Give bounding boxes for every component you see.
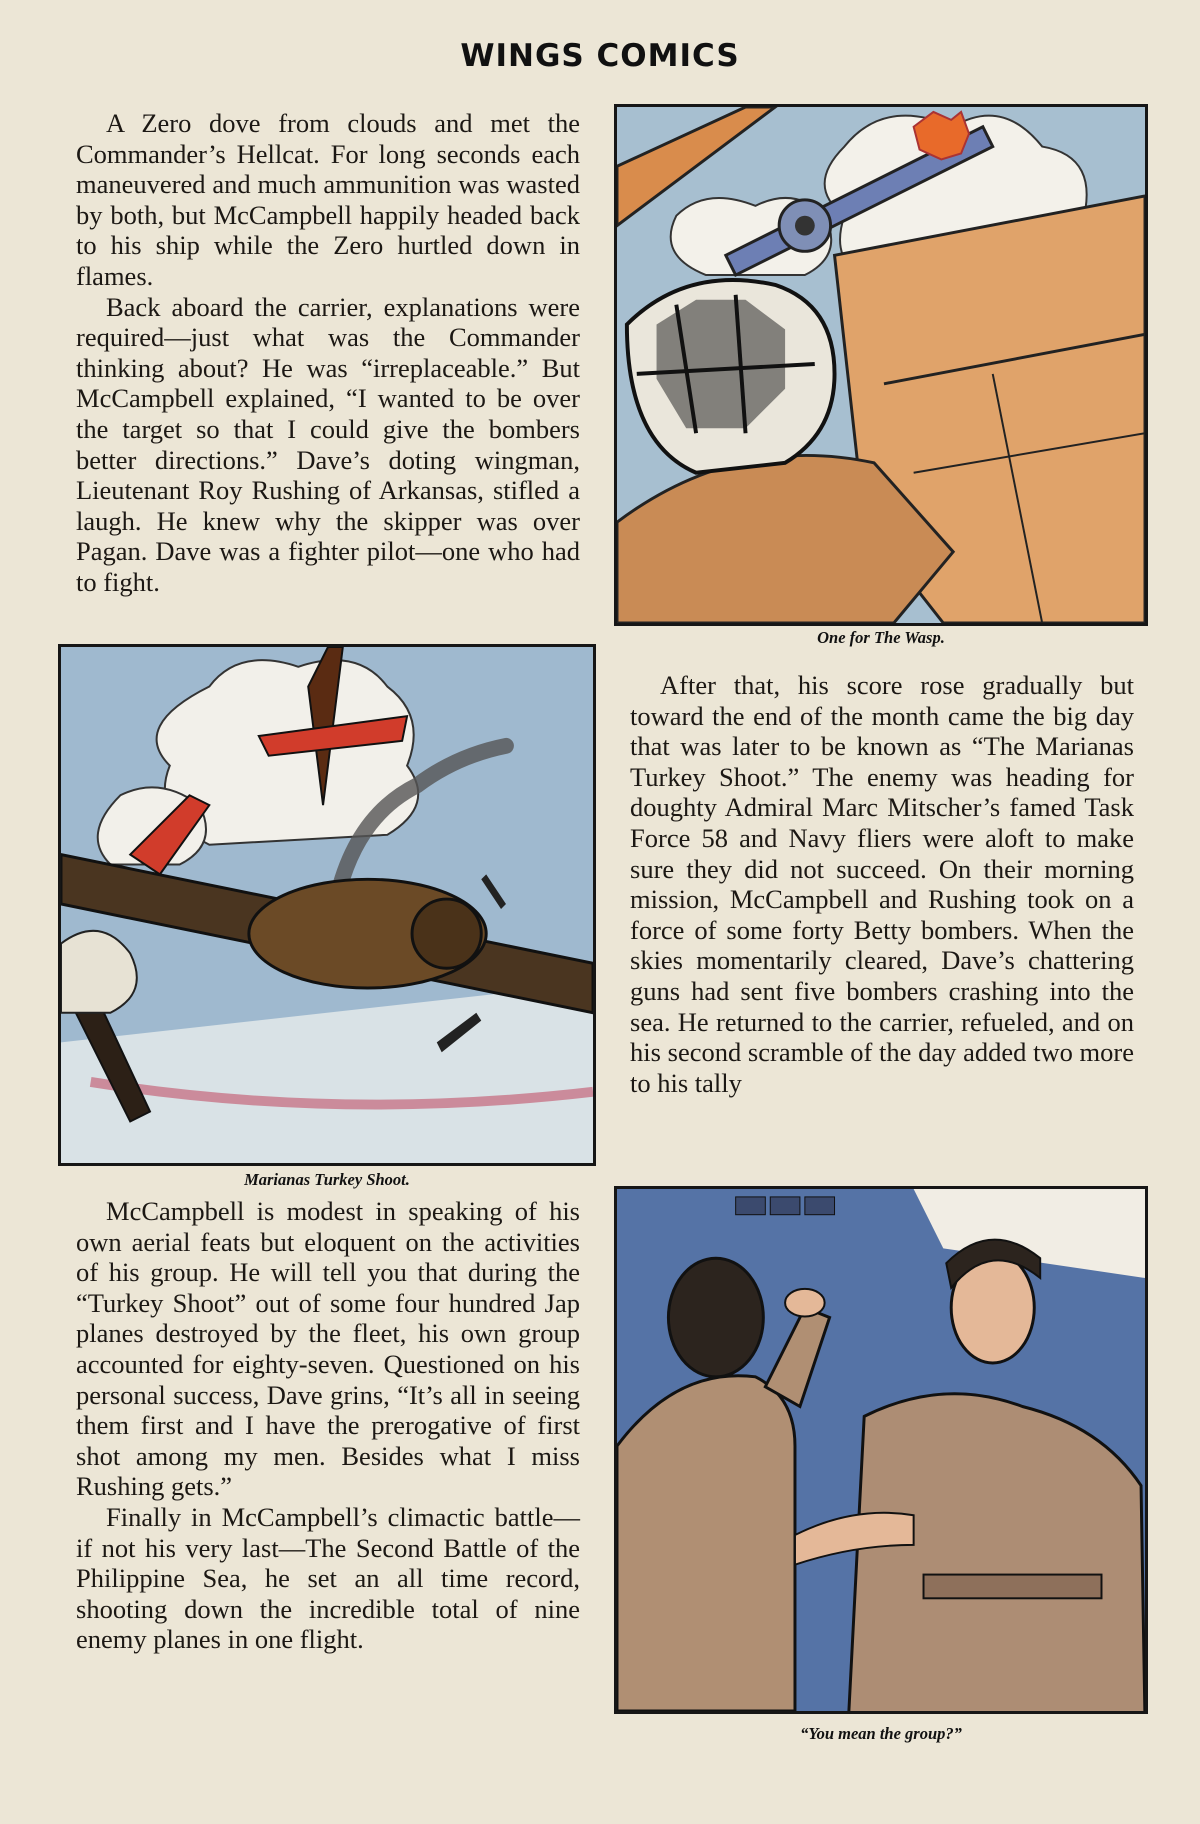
- page-title: WINGS COMICS: [460, 38, 740, 74]
- caption-turkey-shoot: Marianas Turkey Shoot.: [244, 1170, 410, 1189]
- panel-wasp-illustration: [614, 104, 1148, 626]
- paragraph: A Zero dove from clouds and met the Commander’s Hellcat. For long seconds each maneuvered and much ammunition was wasted by both, but McCampbell happily headed back to his ship while the Zero hurtled down in flames.: [76, 108, 580, 291]
- paragraph: After that, his score rose gradually but toward the end of the month came the big day that was later to be known as “The Marianas Turkey Shoot.” The enemy was heading for doughty Admiral Marc Mitscher’s famed Task Force 58 and Navy fliers were aloft to make sure they did not succeed. On their morning mission, McCampbell and Rushing took on a force of some forty Betty bombers. When the skies momentarily cleared, Dave’s chattering guns had sent five bombers crashing into the sea. He returned to the carrier, refueled, and on his second scramble of the day added two more to his tally: [630, 670, 1134, 1098]
- paragraph: Back aboard the carrier, explanations were required—just what was the Commander thinking about? He was “irreplaceable.” But McCampbell explained, “I wanted to be over the target so that I could give the bombers better directions.” Dave’s doting wingman, Lieutenant Roy Rushing of Arkansas, stifled a laugh. He knew why the skipper was over Pagan. Dave was a fighter pilot—one who had to fight.: [76, 291, 580, 597]
- caption-group: “You mean the group?”: [800, 1724, 962, 1743]
- panel-turkey-shoot-illustration: [58, 644, 596, 1166]
- caption-wasp: One for The Wasp.: [817, 628, 945, 647]
- panel-group-conversation-illustration: [614, 1186, 1148, 1714]
- article-text-col1-bottom: [76, 1196, 580, 1655]
- article-text-col1-top: [76, 108, 580, 598]
- paragraph: Finally in McCampbell’s climactic battle—if not his very last—The Second Battle of the Philippine Sea, he set an all time record, shooting down the incredible total of nine enemy planes in one flight.: [76, 1501, 580, 1655]
- paragraph: McCampbell is modest in speaking of his own aerial feats but eloquent on the activities of his group. He will tell you that during the “Turkey Shoot” out of some four hundred Jap planes destroyed by the fleet, his own group accounted for eighty-seven. Questioned on his personal success, Dave grins, “It’s all in seeing them first and I have the prerogative of first shot among my men. Besides what I miss Rushing gets.”: [76, 1196, 580, 1502]
- article-text-col2-middle: [630, 670, 1134, 1098]
